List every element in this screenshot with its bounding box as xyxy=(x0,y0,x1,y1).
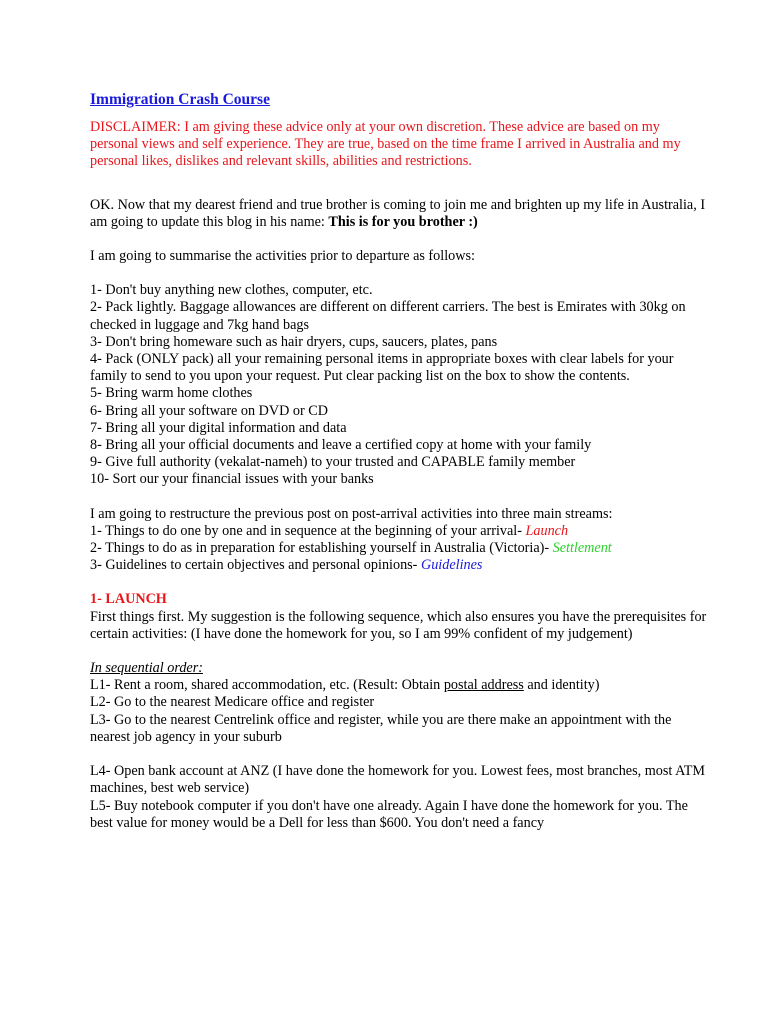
list-item: 8- Bring all your official documents and leave a certified copy at home with your family xyxy=(90,437,592,454)
disclaimer-text: DISCLAIMER: I am giving these advice only at your own discretion. These advice are based on my personal views and self experience. They are true, based on the time frame I arrived in Australia and my personal likes, dislikes and relevant skills, abilities and restrictions. xyxy=(90,119,681,170)
list-item: 3- Don't bring homeware such as hair dryers, cups, saucers, plates, pans xyxy=(90,333,498,350)
stream-item-settlement xyxy=(90,540,708,557)
page-title[interactable]: Immigration Crash Course xyxy=(90,91,270,108)
stream-item-launch xyxy=(90,523,708,540)
intro-bold-text: This is for you brother :) xyxy=(328,213,478,230)
departure-intro: I am going to summarise the activities prior to departure as follows: xyxy=(90,248,475,265)
postal-address-text: postal address xyxy=(443,677,524,694)
list-item: 7- Bring all your digital information and data xyxy=(90,419,347,436)
section-heading-launch: 1- LAUNCH xyxy=(90,591,167,608)
list-item: 10- Sort our your financial issues with your banks xyxy=(90,471,374,488)
streams-list xyxy=(90,523,708,575)
list-item: 6- Bring all your software on DVD or CD xyxy=(90,402,328,419)
stream-text: 1- Things to do one by one and in sequence at the beginning of your arrival- xyxy=(90,522,526,539)
streams-intro: I am going to restructure the previous post on post-arrival activities into three main streams: xyxy=(90,505,613,522)
stream-tag-settlement: Settlement xyxy=(552,540,612,557)
launch-step-l1 xyxy=(90,677,708,694)
stream-text: 2- Things to do as in preparation for establishing yourself in Australia (Victoria)- xyxy=(90,540,553,557)
stream-tag-launch: Launch xyxy=(525,522,569,539)
sequential-order-label: In sequential order: xyxy=(90,660,203,677)
step-text: and identity) xyxy=(523,677,600,694)
launch-step-l4: L4- Open bank account at ANZ (I have done the homework for you. Lowest fees, most branches, most ATM machines, best web service) xyxy=(90,763,706,797)
spacer xyxy=(90,574,708,591)
list-item: 5- Bring warm home clothes xyxy=(90,385,253,402)
step-text: L1- Rent a room, shared accommodation, etc. (Result: Obtain xyxy=(90,677,444,694)
list-item: 1- Don't buy anything new clothes, computer, etc. xyxy=(90,282,373,299)
list-item: 2- Pack lightly. Baggage allowances are different on different carriers. The best is Emirates with 30kg on checked in luggage and 7kg hand bags xyxy=(90,299,686,333)
spacer xyxy=(90,265,708,282)
launch-step-l3: L3- Go to the nearest Centrelink office and register, while you are there make an appointment with the nearest job agency in your suburb xyxy=(90,711,672,745)
spacer xyxy=(90,489,708,506)
stream-text: 3- Guidelines to certain objectives and personal opinions- xyxy=(90,557,421,574)
spacer xyxy=(90,231,708,248)
spacer xyxy=(90,746,708,763)
launch-body: First things first. My suggestion is the following sequence, which also ensures you have the prerequisites for certain activities: (I have done the homework for you, so I am 99% confident of my judgement) xyxy=(90,608,707,642)
departure-list xyxy=(90,282,708,488)
intro-paragraph xyxy=(90,197,708,231)
intro-text: OK. Now that my dearest friend and true brother is coming to join me and brighten up my life in Australia, I am going to update this blog in his name: xyxy=(90,196,706,230)
launch-step-l2: L2- Go to the nearest Medicare office and register xyxy=(90,694,375,711)
spacer xyxy=(90,171,708,197)
spacer xyxy=(90,643,708,660)
stream-item-guidelines xyxy=(90,557,708,574)
list-item: 4- Pack (ONLY pack) all your remaining personal items in appropriate boxes with clear labels for your family to send to you upon your request. Put clear packing list on the box to show the contents. xyxy=(90,351,674,385)
launch-step-l5: L5- Buy notebook computer if you don't have one already. Again I have done the homework for you. The best value for money would be a Dell for less than $600. You don't need a fancy xyxy=(90,797,688,831)
stream-tag-guidelines: Guidelines xyxy=(420,557,483,574)
list-item: 9- Give full authority (vekalat-nameh) to your trusted and CAPABLE family member xyxy=(90,454,576,471)
